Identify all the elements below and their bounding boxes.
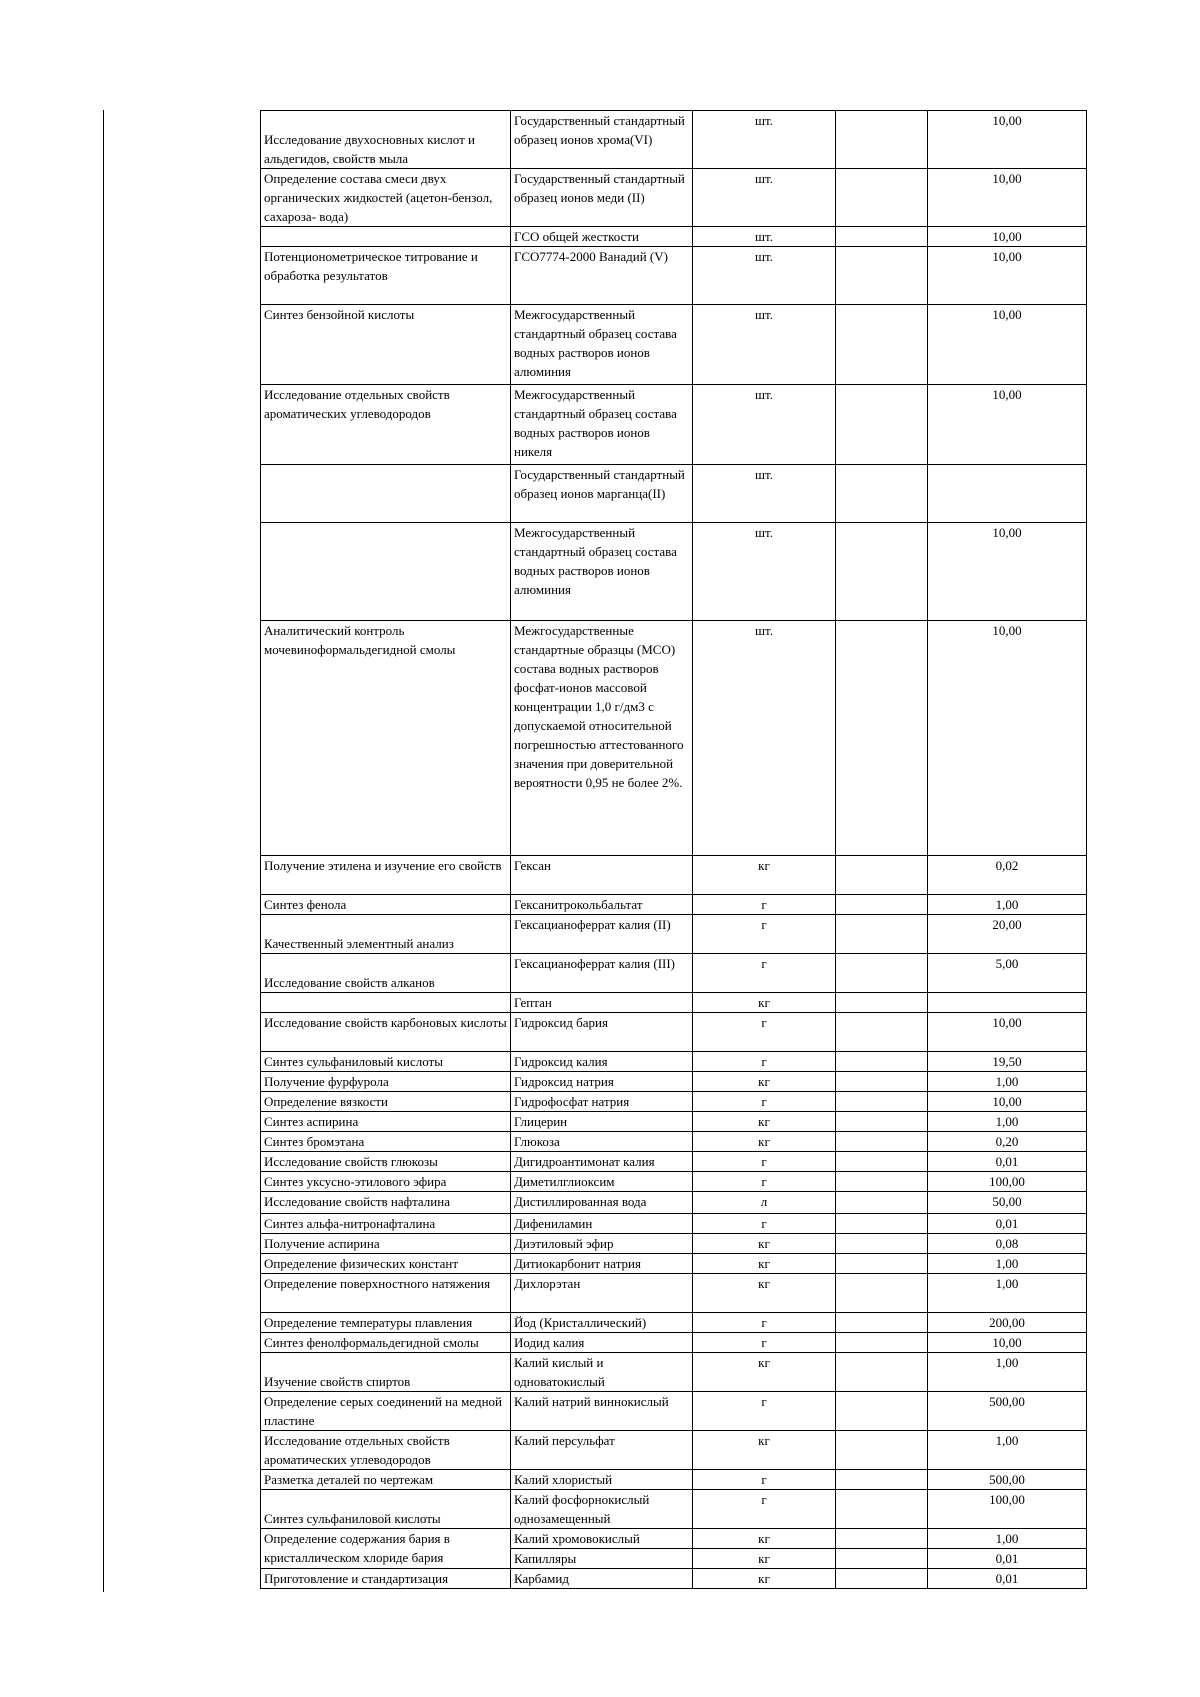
unit-cell: г — [693, 1490, 836, 1529]
work-cell: Изучение свойств спиртов — [261, 1353, 511, 1392]
work-cell: Исследование свойств нафталина — [261, 1192, 511, 1214]
item-cell: Гексан — [511, 856, 693, 895]
work-cell: Синтез сульфаниловый кислоты — [261, 1052, 511, 1072]
item-cell: Капилляры — [511, 1549, 693, 1569]
quantity-cell: 200,00 — [928, 1313, 1087, 1333]
table-row — [261, 954, 1087, 993]
item-cell: Калий кислый и одноватокислый — [511, 1353, 693, 1392]
empty-cell — [836, 1214, 928, 1234]
item-cell: Гексацианоферрат калия (II) — [511, 915, 693, 954]
table-row — [261, 227, 1087, 247]
empty-cell — [836, 1192, 928, 1214]
unit-cell: кг — [693, 1569, 836, 1589]
quantity-cell: 10,00 — [928, 247, 1087, 305]
work-cell — [261, 993, 511, 1013]
unit-cell: шт. — [693, 305, 836, 385]
table-row — [261, 385, 1087, 465]
unit-cell: кг — [693, 1072, 836, 1092]
work-cell: Исследование двухосновных кислот и альдегидов, свойств мыла — [261, 111, 511, 169]
item-cell: Иодид калия — [511, 1333, 693, 1353]
quantity-cell: 1,00 — [928, 1274, 1087, 1313]
work-cell: Синтез уксусно-этилового эфира — [261, 1172, 511, 1192]
empty-cell — [836, 465, 928, 523]
unit-cell: шт. — [693, 247, 836, 305]
work-cell: Получение фурфурола — [261, 1072, 511, 1092]
unit-cell: г — [693, 1152, 836, 1172]
work-cell: Приготовление и стандартизация — [261, 1569, 511, 1589]
empty-cell — [836, 385, 928, 465]
table-row — [261, 1172, 1087, 1192]
quantity-cell: 1,00 — [928, 1254, 1087, 1274]
work-cell: Синтез фенола — [261, 895, 511, 915]
empty-cell — [836, 895, 928, 915]
table-row — [261, 1392, 1087, 1431]
quantity-cell: 20,00 — [928, 915, 1087, 954]
quantity-cell: 0,08 — [928, 1234, 1087, 1254]
unit-cell: шт. — [693, 385, 836, 465]
work-cell: Исследование свойств алканов — [261, 954, 511, 993]
quantity-cell — [928, 993, 1087, 1013]
unit-cell: г — [693, 1214, 836, 1234]
item-cell: Гептан — [511, 993, 693, 1013]
unit-cell: кг — [693, 1431, 836, 1470]
unit-cell: л — [693, 1192, 836, 1214]
empty-cell — [836, 1470, 928, 1490]
quantity-cell: 0,01 — [928, 1152, 1087, 1172]
quantity-cell: 0,02 — [928, 856, 1087, 895]
table-row — [261, 1112, 1087, 1132]
unit-cell: г — [693, 954, 836, 993]
unit-cell: кг — [693, 1254, 836, 1274]
unit-cell: кг — [693, 993, 836, 1013]
unit-cell: г — [693, 1333, 836, 1353]
work-cell — [261, 465, 511, 523]
quantity-cell — [928, 465, 1087, 523]
table-row — [261, 1333, 1087, 1353]
quantity-cell: 0,01 — [928, 1549, 1087, 1569]
quantity-cell: 1,00 — [928, 1112, 1087, 1132]
empty-cell — [836, 247, 928, 305]
empty-cell — [836, 1072, 928, 1092]
work-cell: Определение вязкости — [261, 1092, 511, 1112]
item-cell: Гексацианоферрат калия (III) — [511, 954, 693, 993]
unit-cell: г — [693, 1392, 836, 1431]
table-row — [261, 895, 1087, 915]
empty-cell — [836, 915, 928, 954]
table-row — [261, 1052, 1087, 1072]
table-row — [261, 169, 1087, 227]
empty-cell — [836, 1392, 928, 1431]
table-row — [261, 1013, 1087, 1052]
item-cell: ГСО общей жесткости — [511, 227, 693, 247]
table-row — [261, 247, 1087, 305]
materials-table-body — [261, 111, 1087, 1589]
unit-cell: кг — [693, 856, 836, 895]
work-cell: Качественный элементный анализ — [261, 915, 511, 954]
work-cell: Синтез сульфаниловой кислоты — [261, 1490, 511, 1529]
work-cell: Определение состава смеси двух органических жидкостей (ацетон-бензол, сахароза- вода) — [261, 169, 511, 227]
item-cell: Калий фосфорнокислый однозамещенный — [511, 1490, 693, 1529]
table-row — [261, 1470, 1087, 1490]
quantity-cell: 1,00 — [928, 1353, 1087, 1392]
work-cell: Исследование отдельных свойств ароматических углеводородов — [261, 385, 511, 465]
item-cell: Калий персульфат — [511, 1431, 693, 1470]
item-cell: Межгосударственный стандартный образец состава водных растворов ионов никеля — [511, 385, 693, 465]
item-cell: Гексанитрокольбальтат — [511, 895, 693, 915]
item-cell: Межгосударственные стандартные образцы (МСО) состава водных растворов фосфат-ионов массовой концентрации 1,0 г/дм3 с допускаемой относительной погрешностью аттестованного значения при доверительной вероятности 0,95 не более 2%. — [511, 621, 693, 856]
unit-cell: кг — [693, 1529, 836, 1549]
item-cell: Калий натрий виннокислый — [511, 1392, 693, 1431]
empty-cell — [836, 1152, 928, 1172]
quantity-cell: 19,50 — [928, 1052, 1087, 1072]
item-cell: Дифениламин — [511, 1214, 693, 1234]
table-row — [261, 1092, 1087, 1112]
quantity-cell: 1,00 — [928, 895, 1087, 915]
table-row — [261, 1214, 1087, 1234]
empty-cell — [836, 1112, 928, 1132]
empty-cell — [836, 1333, 928, 1353]
empty-cell — [836, 1490, 928, 1529]
unit-cell: кг — [693, 1132, 836, 1152]
table-row — [261, 305, 1087, 385]
item-cell: Диэтиловый эфир — [511, 1234, 693, 1254]
quantity-cell: 10,00 — [928, 227, 1087, 247]
table-row — [261, 621, 1087, 856]
unit-cell: шт. — [693, 621, 836, 856]
item-cell: Государственный стандартный образец ионов хрома(VI) — [511, 111, 693, 169]
table-row — [261, 1529, 1087, 1549]
item-cell: ГСО7774-2000 Ванадий (V) — [511, 247, 693, 305]
quantity-cell: 1,00 — [928, 1529, 1087, 1549]
item-cell: Межгосударственный стандартный образец состава водных растворов ионов алюминия — [511, 305, 693, 385]
empty-cell — [836, 111, 928, 169]
unit-cell: шт. — [693, 169, 836, 227]
quantity-cell: 0,01 — [928, 1214, 1087, 1234]
empty-cell — [836, 1092, 928, 1112]
work-cell: Получение этилена и изучение его свойств — [261, 856, 511, 895]
empty-cell — [836, 954, 928, 993]
item-cell: Гидроксид натрия — [511, 1072, 693, 1092]
item-cell: Дихлорэтан — [511, 1274, 693, 1313]
work-cell: Разметка деталей по чертежам — [261, 1470, 511, 1490]
unit-cell: кг — [693, 1549, 836, 1569]
work-cell: Синтез фенолформальдегидной смолы — [261, 1333, 511, 1353]
table-row — [261, 1431, 1087, 1470]
table-row — [261, 1234, 1087, 1254]
table-row — [261, 1192, 1087, 1214]
unit-cell: г — [693, 895, 836, 915]
work-cell: Определение серых соединений на медной пластине — [261, 1392, 511, 1431]
item-cell: Карбамид — [511, 1569, 693, 1589]
work-cell: Определение содержания бария в кристаллическом хлориде бария — [261, 1529, 511, 1569]
empty-cell — [836, 1529, 928, 1549]
item-cell: Гидроксид бария — [511, 1013, 693, 1052]
empty-cell — [836, 305, 928, 385]
unit-cell: г — [693, 1470, 836, 1490]
unit-cell: г — [693, 1052, 836, 1072]
empty-cell — [836, 993, 928, 1013]
work-cell: Определение температуры плавления — [261, 1313, 511, 1333]
empty-cell — [836, 1254, 928, 1274]
table-row — [261, 1569, 1087, 1589]
item-cell: Дистиллированная вода — [511, 1192, 693, 1214]
quantity-cell: 10,00 — [928, 1333, 1087, 1353]
empty-cell — [836, 856, 928, 895]
empty-cell — [836, 1353, 928, 1392]
empty-cell — [836, 1052, 928, 1072]
item-cell: Дигидроантимонат калия — [511, 1152, 693, 1172]
empty-cell — [836, 1132, 928, 1152]
work-cell: Аналитический контроль мочевиноформальдегидной смолы — [261, 621, 511, 856]
unit-cell: шт. — [693, 523, 836, 621]
work-cell: Синтез аспирина — [261, 1112, 511, 1132]
empty-cell — [836, 1274, 928, 1313]
unit-cell: г — [693, 1172, 836, 1192]
table-row — [261, 465, 1087, 523]
table-row — [261, 523, 1087, 621]
item-cell: Глицерин — [511, 1112, 693, 1132]
empty-cell — [836, 1549, 928, 1569]
quantity-cell: 0,01 — [928, 1569, 1087, 1589]
work-cell: Исследование отдельных свойств ароматических углеводородов — [261, 1431, 511, 1470]
empty-cell — [836, 169, 928, 227]
quantity-cell: 1,00 — [928, 1072, 1087, 1092]
item-cell: Межгосударственный стандартный образец состава водных растворов ионов алюминия — [511, 523, 693, 621]
work-cell: Синтез бензойной кислоты — [261, 305, 511, 385]
unit-cell: г — [693, 915, 836, 954]
empty-cell — [836, 1013, 928, 1052]
quantity-cell: 10,00 — [928, 523, 1087, 621]
table-row — [261, 1313, 1087, 1333]
unit-cell: шт. — [693, 465, 836, 523]
quantity-cell: 1,00 — [928, 1431, 1087, 1470]
work-cell: Синтез бромэтана — [261, 1132, 511, 1152]
unit-cell: г — [693, 1313, 836, 1333]
empty-cell — [836, 1431, 928, 1470]
table-row — [261, 1490, 1087, 1529]
empty-cell — [836, 1313, 928, 1333]
item-cell: Государственный стандартный образец ионов меди (II) — [511, 169, 693, 227]
quantity-cell: 500,00 — [928, 1392, 1087, 1431]
item-cell: Йод (Кристаллический) — [511, 1313, 693, 1333]
table-row — [261, 111, 1087, 169]
work-cell: Определение физических констант — [261, 1254, 511, 1274]
table-row — [261, 1072, 1087, 1092]
quantity-cell: 10,00 — [928, 305, 1087, 385]
work-cell: Исследование свойств глюкозы — [261, 1152, 511, 1172]
work-cell: Исследование свойств карбоновых кислоты — [261, 1013, 511, 1052]
table-row — [261, 1254, 1087, 1274]
item-cell: Глюкоза — [511, 1132, 693, 1152]
item-cell: Гидроксид калия — [511, 1052, 693, 1072]
unit-cell: кг — [693, 1274, 836, 1313]
table-row — [261, 1132, 1087, 1152]
item-cell: Калий хлористый — [511, 1470, 693, 1490]
work-cell: Получение аспирина — [261, 1234, 511, 1254]
quantity-cell: 500,00 — [928, 1470, 1087, 1490]
quantity-cell: 10,00 — [928, 1092, 1087, 1112]
quantity-cell: 100,00 — [928, 1490, 1087, 1529]
quantity-cell: 10,00 — [928, 111, 1087, 169]
unit-cell: шт. — [693, 227, 836, 247]
empty-cell — [836, 1172, 928, 1192]
unit-cell: г — [693, 1013, 836, 1052]
item-cell: Гидрофосфат натрия — [511, 1092, 693, 1112]
table-row — [261, 1152, 1087, 1172]
unit-cell: кг — [693, 1112, 836, 1132]
left-margin-line — [103, 110, 104, 1592]
empty-cell — [836, 1569, 928, 1589]
empty-cell — [836, 227, 928, 247]
work-cell: Определение поверхностного натяжения — [261, 1274, 511, 1313]
quantity-cell: 50,00 — [928, 1192, 1087, 1214]
table-row — [261, 993, 1087, 1013]
unit-cell: кг — [693, 1353, 836, 1392]
item-cell: Калий хромовокислый — [511, 1529, 693, 1549]
empty-cell — [836, 523, 928, 621]
quantity-cell: 5,00 — [928, 954, 1087, 993]
quantity-cell: 10,00 — [928, 385, 1087, 465]
work-cell: Потенционометрическое титрование и обработка результатов — [261, 247, 511, 305]
work-cell — [261, 523, 511, 621]
table-row — [261, 1274, 1087, 1313]
table-row — [261, 856, 1087, 895]
empty-cell — [836, 621, 928, 856]
item-cell: Дитиокарбонит натрия — [511, 1254, 693, 1274]
quantity-cell: 0,20 — [928, 1132, 1087, 1152]
empty-cell — [836, 1234, 928, 1254]
unit-cell: г — [693, 1092, 836, 1112]
quantity-cell: 10,00 — [928, 621, 1087, 856]
work-cell: Синтез альфа-нитронафталина — [261, 1214, 511, 1234]
table-row — [261, 1353, 1087, 1392]
table-row — [261, 915, 1087, 954]
quantity-cell: 10,00 — [928, 169, 1087, 227]
item-cell: Государственный стандартный образец ионов марганца(II) — [511, 465, 693, 523]
item-cell: Диметилглиоксим — [511, 1172, 693, 1192]
unit-cell: шт. — [693, 111, 836, 169]
quantity-cell: 10,00 — [928, 1013, 1087, 1052]
work-cell — [261, 227, 511, 247]
unit-cell: кг — [693, 1234, 836, 1254]
materials-table — [260, 110, 1087, 1589]
quantity-cell: 100,00 — [928, 1172, 1087, 1192]
